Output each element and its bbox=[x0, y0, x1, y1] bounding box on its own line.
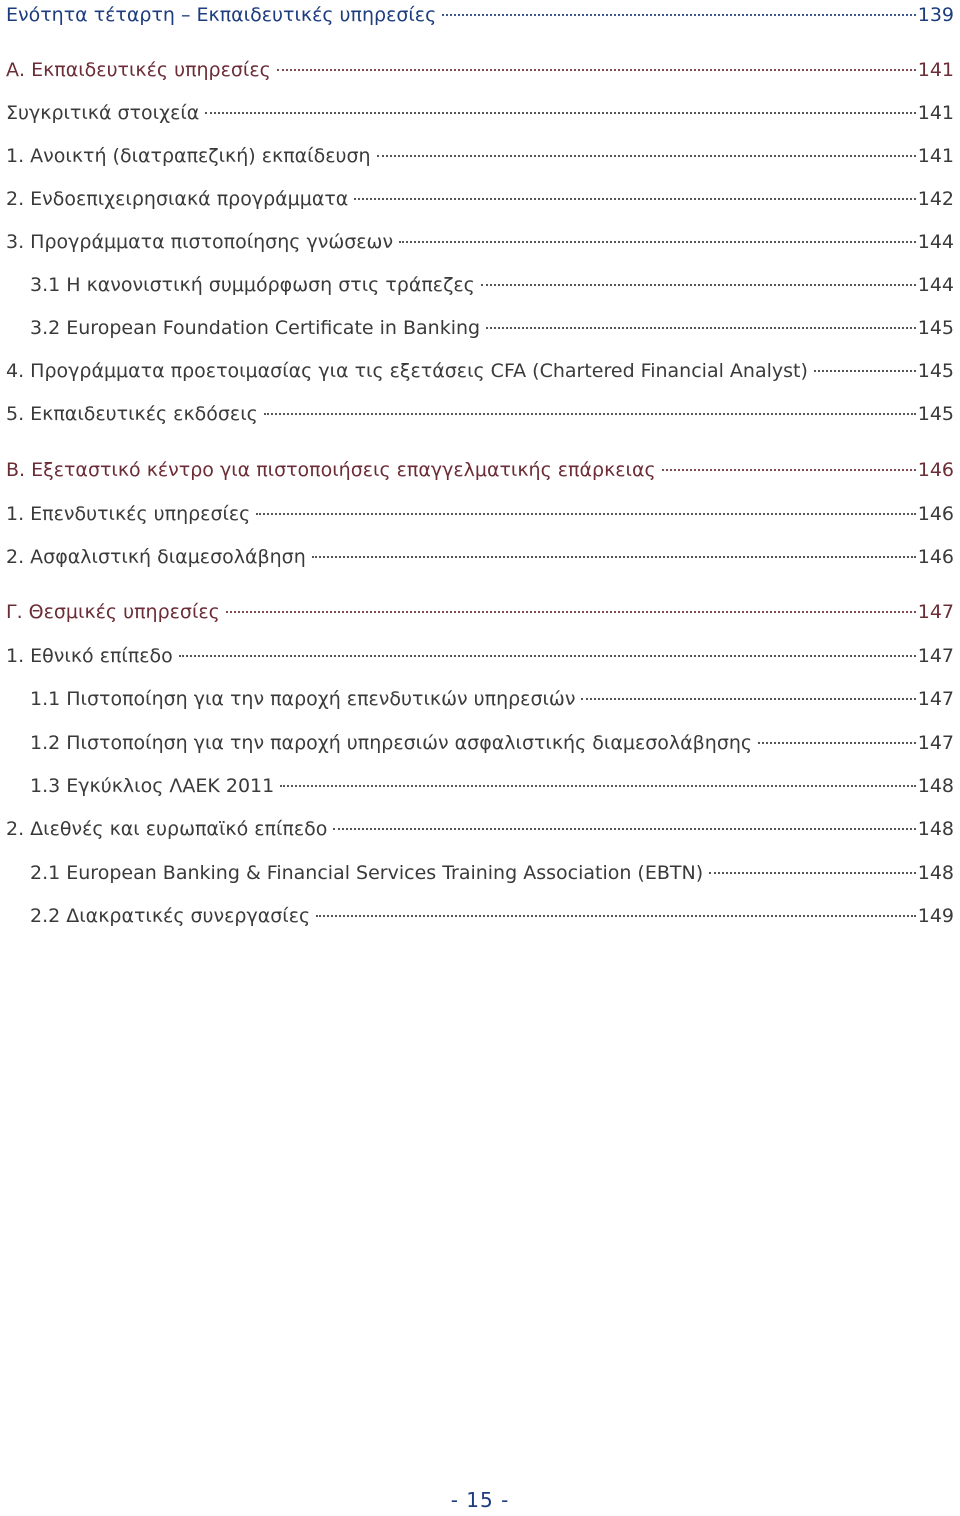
toc-entry-page: 148 bbox=[917, 818, 954, 840]
dot-leader bbox=[758, 742, 916, 744]
toc-entry-a-3-2[interactable] bbox=[0, 313, 954, 343]
toc-entry-page: 141 bbox=[917, 59, 954, 81]
toc-entry-page: 139 bbox=[917, 4, 954, 26]
toc-entry-page: 149 bbox=[917, 905, 954, 927]
toc-entry-page: 141 bbox=[917, 145, 954, 167]
toc-entry-section-four[interactable] bbox=[0, 0, 954, 30]
page-number: - 15 - bbox=[450, 1488, 510, 1512]
dot-leader bbox=[399, 241, 916, 243]
toc-entry-title: 1. Εθνικό επίπεδο bbox=[6, 645, 173, 667]
dot-leader bbox=[280, 785, 915, 787]
toc-entry-title: 1.1 Πιστοποίηση για την παροχή επενδυτικών υπηρεσιών bbox=[30, 688, 576, 710]
toc-entry-page: 148 bbox=[917, 775, 954, 797]
dot-leader bbox=[256, 513, 915, 515]
toc-entry-page: 147 bbox=[917, 601, 954, 623]
dot-leader bbox=[226, 611, 916, 613]
toc-entry-title: Συγκριτικά στοιχεία bbox=[6, 102, 200, 124]
toc-entry-comparative-data[interactable] bbox=[0, 98, 954, 128]
toc-entry-c-2[interactable] bbox=[0, 814, 954, 844]
toc-entry-title: 3.2 European Foundation Certificate in Banking bbox=[30, 317, 481, 339]
toc-entry-title: 4. Προγράμματα προετοιμασίας για τις εξετάσεις CFA (Chartered Financial Analyst) bbox=[6, 360, 808, 382]
dot-leader bbox=[486, 327, 916, 329]
toc-entry-page: 144 bbox=[917, 274, 954, 296]
toc-entry-a-3-1[interactable] bbox=[0, 270, 954, 300]
dot-leader bbox=[709, 872, 916, 874]
dot-leader bbox=[814, 370, 916, 372]
toc-entry-title: 1.2 Πιστοποίηση για την παροχή υπηρεσιών ασφαλιστικής διαμεσολάβησης bbox=[30, 732, 753, 754]
toc-entry-a[interactable] bbox=[0, 55, 954, 85]
dot-leader bbox=[481, 284, 916, 286]
toc-entry-page: 147 bbox=[917, 732, 954, 754]
dot-leader bbox=[264, 413, 916, 415]
toc-entry-page: 148 bbox=[917, 862, 954, 884]
dot-leader bbox=[442, 14, 916, 16]
dot-leader bbox=[205, 112, 915, 114]
toc-entry-a-4[interactable] bbox=[0, 356, 954, 386]
toc-entry-page: 146 bbox=[917, 503, 954, 525]
toc-entry-title: Γ. Θεσμικές υπηρεσίες bbox=[6, 601, 220, 623]
toc-entry-page: 145 bbox=[917, 403, 954, 425]
toc-entry-page: 146 bbox=[917, 459, 954, 481]
toc-entry-c-1-3[interactable] bbox=[0, 771, 954, 801]
toc-entry-title: 1. Επενδυτικές υπηρεσίες bbox=[6, 503, 251, 525]
dot-leader bbox=[354, 198, 915, 200]
toc-entry-title: 1.3 Εγκύκλιος ΛΑΕΚ 2011 bbox=[30, 775, 275, 797]
dot-leader bbox=[662, 469, 916, 471]
dot-leader bbox=[312, 556, 916, 558]
toc-entry-a-1[interactable] bbox=[0, 141, 954, 171]
dot-leader bbox=[581, 698, 915, 700]
dot-leader bbox=[277, 69, 916, 71]
toc-entry-page: 147 bbox=[917, 645, 954, 667]
toc-entry-page: 144 bbox=[917, 231, 954, 253]
toc-entry-title: 3.1 Η κανονιστική συμμόρφωση στις τράπεζες bbox=[30, 274, 475, 296]
toc-entry-title: Α. Εκπαιδευτικές υπηρεσίες bbox=[6, 59, 271, 81]
toc-entry-b-2[interactable] bbox=[0, 542, 954, 572]
toc-entry-page: 142 bbox=[917, 188, 954, 210]
toc-entry-title: Ενότητα τέταρτη – Εκπαιδευτικές υπηρεσίες bbox=[6, 4, 437, 26]
toc-entry-page: 147 bbox=[917, 688, 954, 710]
toc-entry-title: 1. Ανοικτή (διατραπεζική) εκπαίδευση bbox=[6, 145, 371, 167]
dot-leader bbox=[377, 155, 916, 157]
toc-entry-b[interactable] bbox=[0, 455, 954, 485]
toc-entry-page: 146 bbox=[917, 546, 954, 568]
toc-entry-c-1[interactable] bbox=[0, 641, 954, 671]
dot-leader bbox=[179, 655, 916, 657]
toc-entry-c-1-2[interactable] bbox=[0, 728, 954, 758]
toc-entry-title: 3. Προγράμματα πιστοποίησης γνώσεων bbox=[6, 231, 394, 253]
toc-entry-title: 2.2 Διακρατικές συνεργασίες bbox=[30, 905, 311, 927]
toc-entry-a-3[interactable] bbox=[0, 227, 954, 257]
dot-leader bbox=[316, 915, 916, 917]
toc-entry-title: 2.1 European Banking & Financial Services Training Association (EBTN) bbox=[30, 862, 704, 884]
toc-entry-b-1[interactable] bbox=[0, 499, 954, 529]
toc-entry-c-1-1[interactable] bbox=[0, 684, 954, 714]
toc-entry-a-2[interactable] bbox=[0, 184, 954, 214]
toc-entry-title: Β. Εξεταστικό κέντρο για πιστοποιήσεις επαγγελματικής επάρκειας bbox=[6, 459, 656, 481]
toc-entry-title: 2. Διεθνές και ευρωπαϊκό επίπεδο bbox=[6, 818, 328, 840]
toc-entry-title: 5. Εκπαιδευτικές εκδόσεις bbox=[6, 403, 258, 425]
toc-entry-title: 2. Ενδοεπιχειρησιακά προγράμματα bbox=[6, 188, 349, 210]
toc-entry-page: 145 bbox=[917, 360, 954, 382]
toc-entry-title: 2. Ασφαλιστική διαμεσολάβηση bbox=[6, 546, 306, 568]
toc-entry-page: 145 bbox=[917, 317, 954, 339]
toc-entry-c-2-1[interactable] bbox=[0, 858, 954, 888]
toc-entry-page: 141 bbox=[917, 102, 954, 124]
toc-entry-c-2-2[interactable] bbox=[0, 901, 954, 931]
dot-leader bbox=[333, 828, 915, 830]
toc-entry-c[interactable] bbox=[0, 597, 954, 627]
toc-entry-a-5[interactable] bbox=[0, 399, 954, 429]
